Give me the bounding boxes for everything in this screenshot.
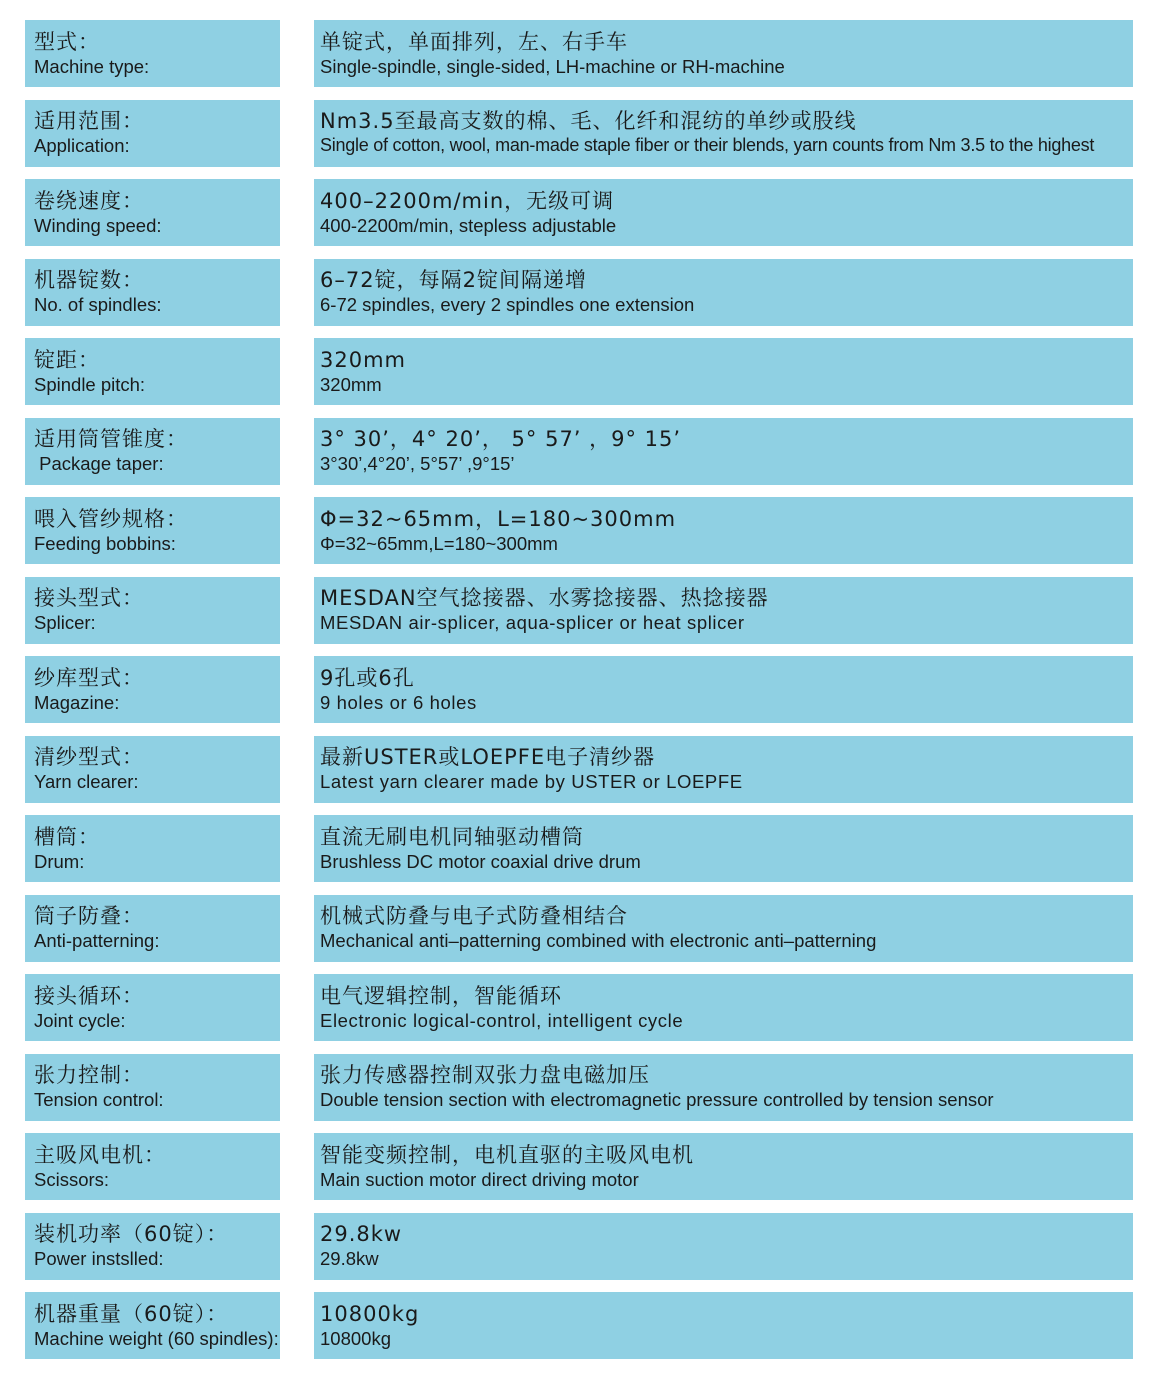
spec-row [25,338,1133,405]
spec-label-zh: 卷绕速度： [34,188,144,213]
spec-row [25,736,1133,803]
spec-label-en: Scissors: [34,1168,110,1190]
spec-row [25,1054,1133,1121]
spec-value-zh: 9孔或6孔 [320,665,415,690]
spec-value-cell [314,1133,1133,1200]
spec-row [25,1213,1133,1280]
spec-label-en: Joint cycle: [34,1009,126,1031]
spec-row [25,656,1133,723]
spec-value-zh: Nm3.5至最高支数的棉、毛、化纤和混纺的单纱或股线 [320,109,857,133]
spec-row [25,1292,1133,1359]
spec-row [25,497,1133,564]
spec-value-en: Mechanical anti–patterning combined with electronic anti–patterning [320,930,877,951]
spec-label-cell [25,736,280,803]
spec-label-zh: 筒子防叠： [34,904,144,928]
spec-value-zh: 3° 30’，4° 20’， 5° 57’ ，9° 15’ [320,427,682,451]
spec-value-zh: 29.8kw [320,1222,403,1246]
spec-label-en: Magazine: [34,691,120,713]
spec-value-zh: MESDAN空气捻接器、水雾捻接器、热捻接器 [320,586,769,610]
spec-label-zh: 机器重量（60锭）： [34,1301,229,1326]
spec-value-cell [314,1213,1133,1280]
spec-value-zh: 张力传感器控制双张力盘电磁加压 [320,1063,650,1087]
spec-value-en: Double tension section with electromagnetic pressure controlled by tension sensor [320,1089,994,1110]
spec-value-cell [314,1054,1133,1121]
spec-value-cell [314,497,1133,564]
spec-label-zh: 主吸风电机： [34,1142,166,1167]
spec-label-zh: 适用范围： [34,109,144,133]
spec-value-en: 9 holes or 6 holes [320,691,477,713]
spec-value-zh: 最新USTER或LOEPFE电子清纱器 [320,745,656,769]
spec-value-en: 3°30’,4°20’, 5°57’ ,9°15’ [320,453,515,474]
spec-value-cell [314,974,1133,1041]
spec-row [25,1133,1133,1200]
spec-label-zh: 喂入管纱规格： [34,506,188,531]
spec-label-cell [25,1292,280,1359]
spec-value-zh: 智能变频控制，电机直驱的主吸风电机 [320,1142,694,1167]
spec-value-cell [314,338,1133,405]
spec-label-cell [25,656,280,723]
spec-label-zh: 纱库型式： [34,665,144,690]
spec-label-zh: 型式： [34,29,100,54]
spec-value-cell [314,895,1133,962]
spec-label-cell [25,20,280,87]
spec-value-zh: 直流无刷电机同轴驱动槽筒 [320,824,584,849]
spec-row [25,577,1133,644]
spec-label-zh: 张力控制： [34,1063,144,1087]
spec-value-en: Single of cotton, wool, man-made staple fiber or their blends, yarn counts from Nm 3.5 to the highest [320,135,1095,155]
spec-label-cell [25,179,280,246]
spec-value-en: 320mm [320,373,382,395]
spec-table [25,20,1133,1372]
spec-value-en: 29.8kw [320,1248,379,1269]
spec-value-en: Brushless DC motor coaxial drive drum [320,850,641,872]
spec-label-en: Splicer: [34,612,96,633]
spec-value-cell [314,1292,1133,1359]
spec-label-cell [25,815,280,882]
spec-value-en: Φ=32~65mm,L=180~300mm [320,532,558,554]
spec-label-zh: 适用筒管锥度： [34,427,188,451]
spec-label-cell [25,974,280,1041]
spec-label-zh: 接头循环： [34,983,144,1008]
spec-label-en: Machine weight (60 spindles): [34,1327,279,1349]
spec-value-cell [314,100,1133,167]
spec-row [25,895,1133,962]
spec-label-en: Power instslled: [34,1248,164,1269]
spec-label-cell [25,1213,280,1280]
spec-label-en: No. of spindles: [34,294,162,315]
spec-value-cell [314,577,1133,644]
spec-value-zh: 320mm [320,347,406,372]
spec-row [25,815,1133,882]
spec-value-cell [314,736,1133,803]
spec-value-zh: 400–2200m/min，无级可调 [320,188,615,213]
spec-value-zh: 6–72锭，每隔2锭间隔递增 [320,268,587,292]
spec-value-zh: Φ=32~65mm，L=180~300mm [320,506,677,531]
spec-label-cell [25,1133,280,1200]
spec-value-en: 10800kg [320,1327,391,1349]
spec-label-zh: 接头型式： [34,586,144,610]
spec-label-en: Anti-patterning: [34,930,160,951]
spec-label-cell [25,895,280,962]
spec-value-zh: 机械式防叠与电子式防叠相结合 [320,904,628,928]
spec-label-cell [25,577,280,644]
spec-value-en: 6-72 spindles, every 2 spindles one extension [320,294,695,315]
spec-row [25,418,1133,485]
spec-label-zh: 槽筒： [34,824,100,849]
spec-value-en: MESDAN air-splicer, aqua-splicer or heat splicer [320,612,745,633]
spec-label-cell [25,1054,280,1121]
spec-value-zh: 10800kg [320,1301,420,1326]
spec-label-zh: 机器锭数： [34,268,144,292]
spec-value-cell [314,656,1133,723]
spec-label-en: Tension control: [34,1089,164,1110]
spec-label-cell [25,100,280,167]
spec-label-cell [25,497,280,564]
spec-label-cell [25,338,280,405]
spec-label-en: Spindle pitch: [34,373,146,395]
spec-value-zh: 电气逻辑控制，智能循环 [320,983,562,1008]
spec-value-en: Latest yarn clearer made by USTER or LOEPFE [320,771,743,792]
spec-value-en: Main suction motor direct driving motor [320,1168,639,1190]
spec-label-en: Application: [34,135,130,156]
spec-label-zh: 装机功率（60锭）： [34,1222,229,1246]
spec-label-en: Package taper: [34,453,164,474]
spec-label-en: Winding speed: [34,214,162,236]
spec-row [25,974,1133,1041]
spec-value-zh: 单锭式，单面排列，左、右手车 [320,29,628,54]
spec-label-zh: 锭距： [34,347,100,372]
spec-row [25,179,1133,246]
spec-value-cell [314,179,1133,246]
spec-label-en: Yarn clearer: [34,771,139,792]
spec-value-en: Single-spindle, single-sided, LH-machine or RH-machine [320,55,785,77]
spec-value-en: Electronic logical-control, intelligent cycle [320,1009,684,1031]
spec-value-cell [314,20,1133,87]
spec-label-zh: 清纱型式： [34,745,144,769]
spec-label-cell [25,259,280,326]
spec-label-en: Machine type: [34,55,150,77]
spec-label-cell [25,418,280,485]
spec-label-en: Feeding bobbins: [34,532,176,554]
spec-value-en: 400-2200m/min, stepless adjustable [320,214,617,236]
spec-value-cell [314,259,1133,326]
spec-row [25,20,1133,87]
spec-row [25,259,1133,326]
spec-value-cell [314,815,1133,882]
spec-value-cell [314,418,1133,485]
spec-label-en: Drum: [34,850,85,872]
spec-row [25,100,1133,167]
